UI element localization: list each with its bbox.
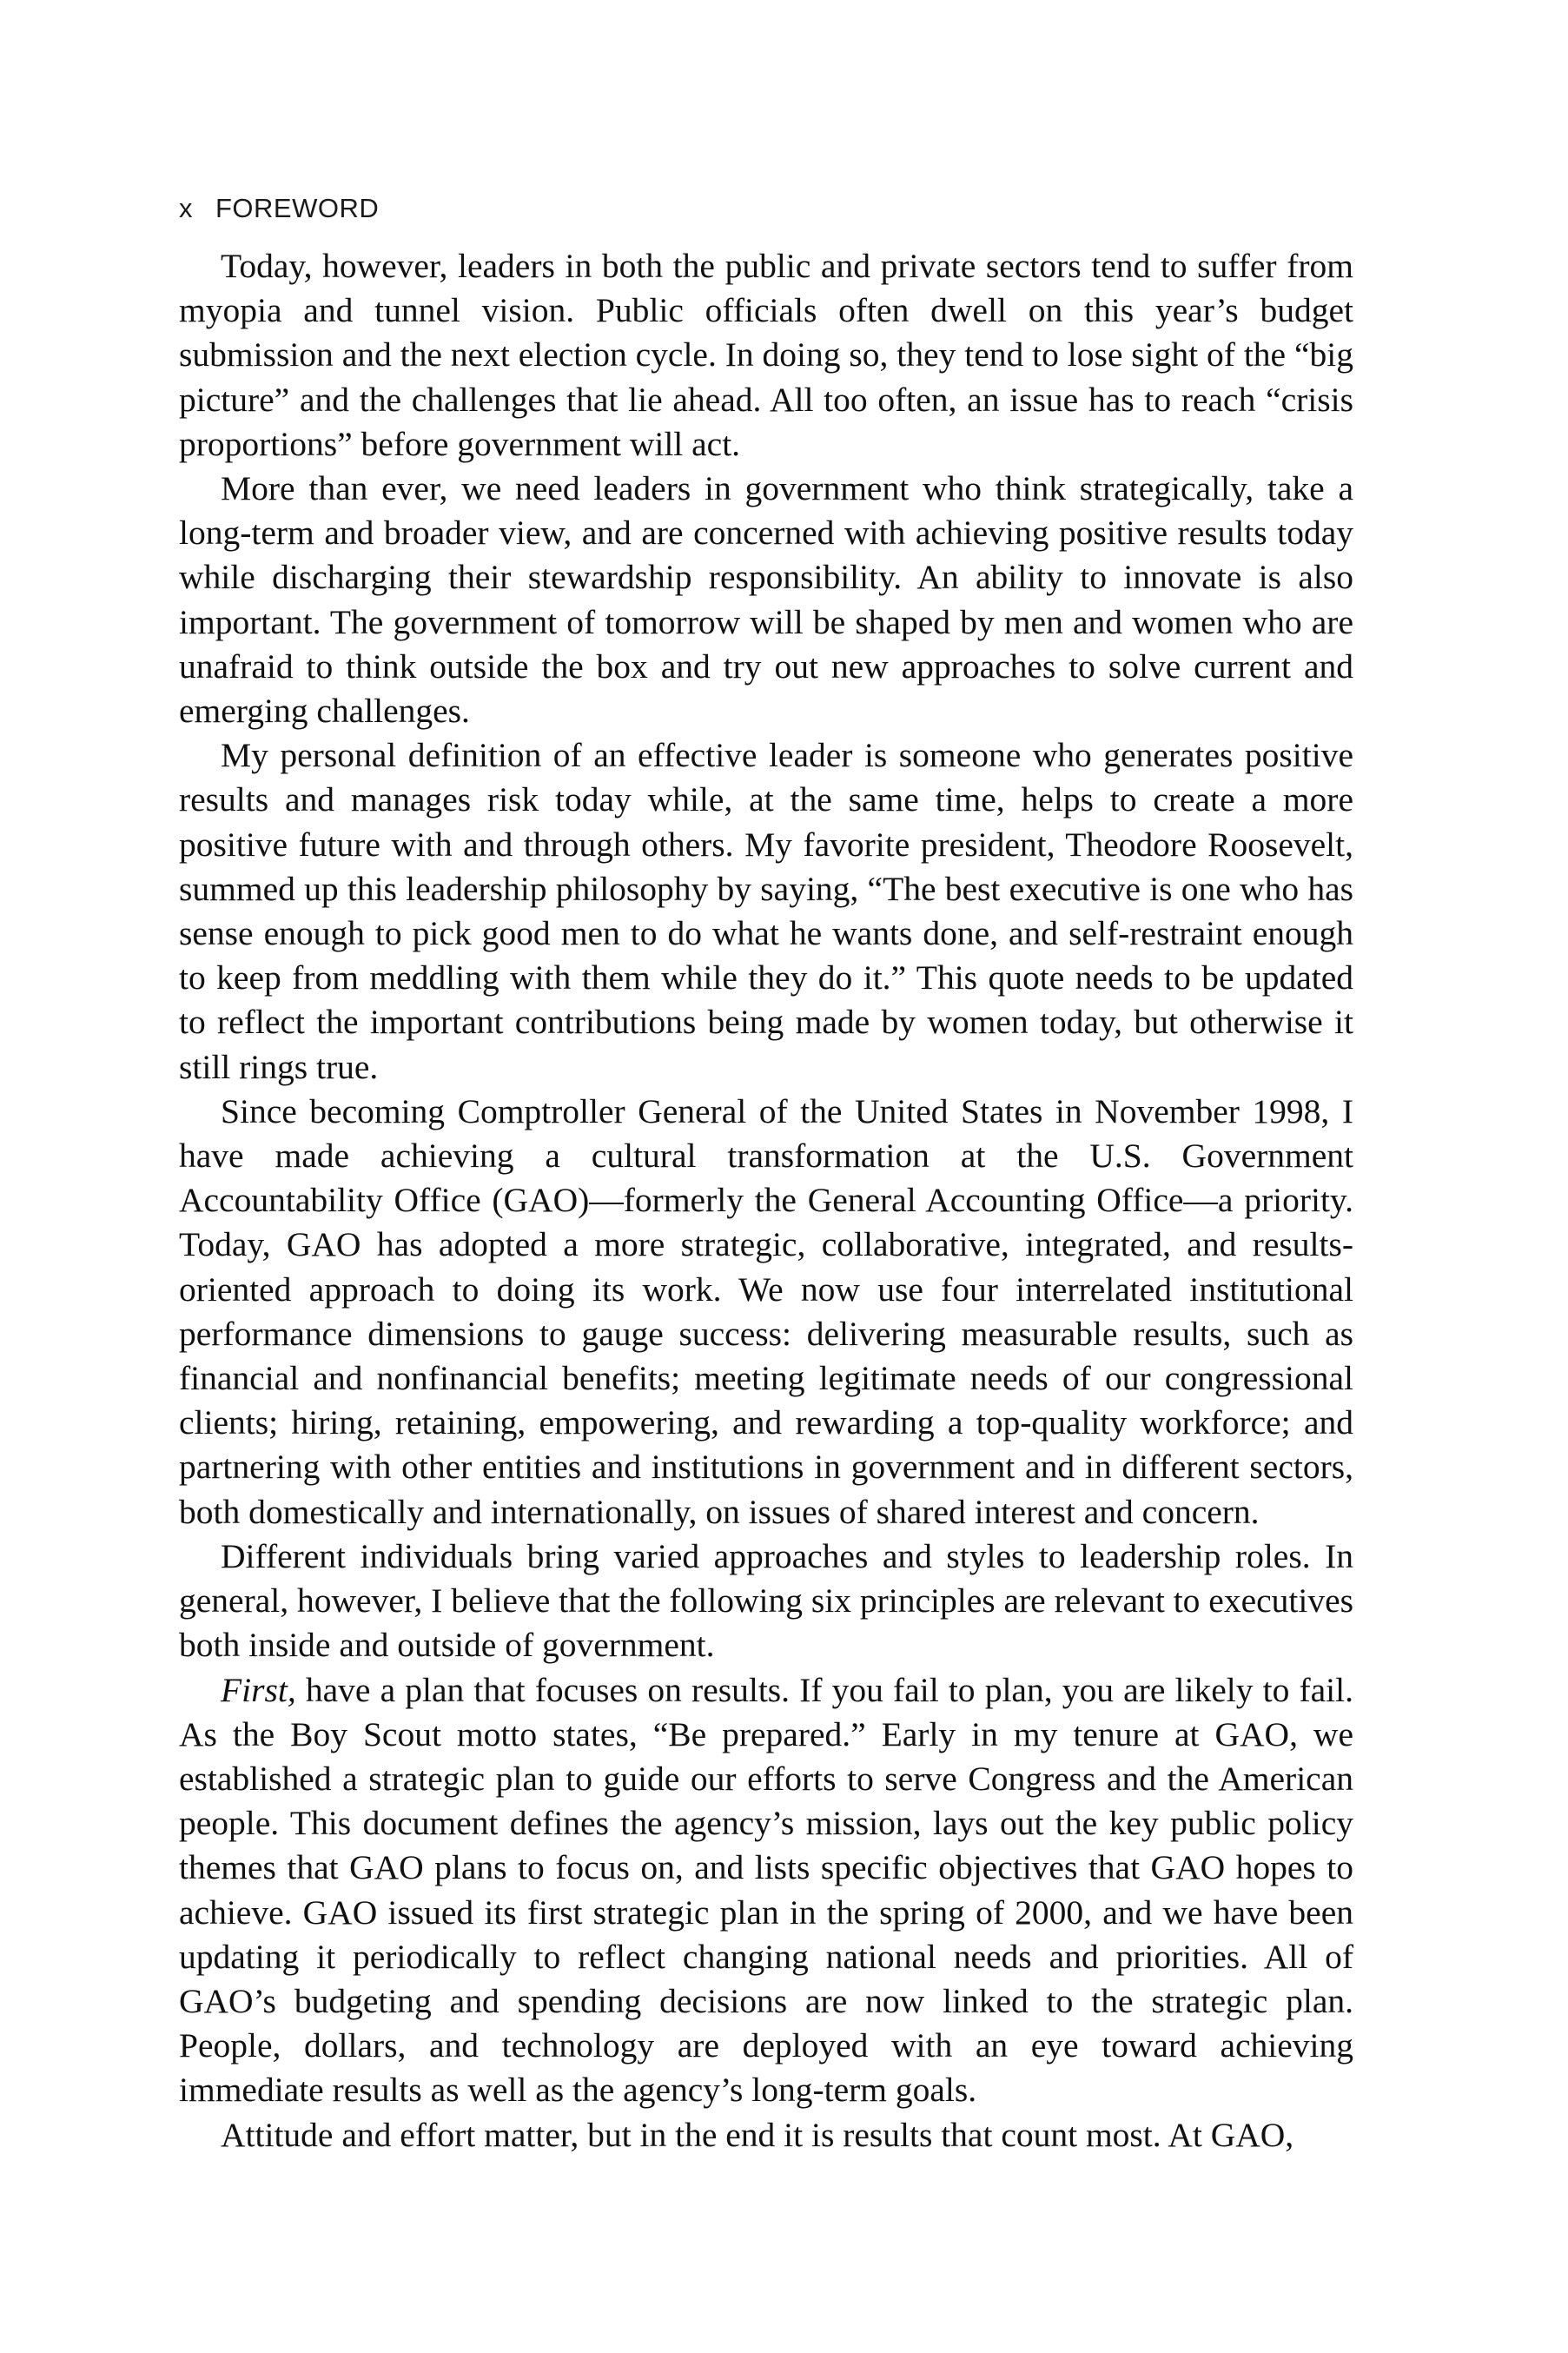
paragraph-text: My personal definition of an effective leader is someone who generates positive results and manages risk today while, at the same time, helps to create a more positive future with and through others. My favorite president, Theodore Roosevelt, summed up this leadership philosophy by saying, “The best executive is one who has sense enough to pick good men to do what he wants done, and self-restraint enough to keep from meddling with them while they do it.” This quote needs to be updated to reflect the important contributions being made by women today, but otherwise it still rings true. [179, 736, 1353, 1086]
paragraph [179, 1090, 1353, 1534]
paragraph [179, 244, 1353, 467]
paragraph-text: Attitude and effort matter, but in the end it is results that count most. At GAO, [221, 2115, 1294, 2154]
paragraph [179, 1534, 1353, 1668]
section-title: FOREWORD [215, 193, 380, 223]
paragraph [179, 733, 1353, 1090]
paragraph-lead-emphasis: First, [221, 1670, 296, 1709]
paragraph-text: Since becoming Comptroller General of the United States in November 1998, I have made achieving a cultural transformation at the U.S. Government Accountability Office (GAO)—formerly the General Accounting Office—a priority. Today, GAO has adopted a more strategic, collaborative, integrated, and results-oriented approach to doing its work. We now use four interrelated institutional performance dimensions to gauge success: delivering measurable results, such as financial and nonfinancial benefits; meeting legitimate needs of our congressional clients; hiring, retaining, empowering, and rewarding a top-quality workforce; and partnering with other entities and institutions in government and in different sectors, both domestically and internationally, on issues of shared interest and concern. [179, 1091, 1353, 1531]
running-head [179, 193, 379, 224]
paragraph-text: More than ever, we need leaders in government who think strategically, take a long-term and broader view, and are concerned with achieving positive results today while discharging their stewardship responsibility. An ability to innovate is also important. The government of tomorrow will be shaped by men and women who are unafraid to think outside the box and try out new approaches to solve current and emerging challenges. [179, 469, 1353, 731]
paragraph [179, 1668, 1353, 2113]
body-text [179, 244, 1353, 2157]
paragraph-text: Today, however, leaders in both the public and private sectors tend to suffer from myopia and tunnel vision. Public officials often dwell on this year’s budget submission and the next election cycle. In doing so, they tend to lose sight of the “big picture” and the challenges that lie ahead. All too often, an issue has to reach “crisis proportions” before government will act. [179, 247, 1353, 463]
paragraph-text: Different individuals bring varied approaches and styles to leadership roles. In general, however, I believe that the following six principles are relevant to executives both inside and outside of government. [179, 1536, 1353, 1665]
paragraph-text: have a plan that focuses on results. If you fail to plan, you are likely to fail. As the Boy Scout motto states, “Be prepared.” Early in my tenure at GAO, we established a strategic plan to guide our efforts to serve Congress and the American people. This document defines the agency’s mission, lays out the key public policy themes that GAO plans to focus on, and lists specific objectives that GAO hopes to achieve. GAO issued its first strategic plan in the spring of 2000, and we have been updating it periodically to reflect changing national needs and priorities. All of GAO’s budgeting and spending decisions are now linked to the strategic plan. People, dollars, and technology are deployed with an eye toward achieving immediate results as well as the agency’s long-term goals. [179, 1670, 1353, 2110]
paragraph [179, 467, 1353, 733]
page-number: x [179, 193, 193, 223]
paragraph [179, 2113, 1353, 2157]
